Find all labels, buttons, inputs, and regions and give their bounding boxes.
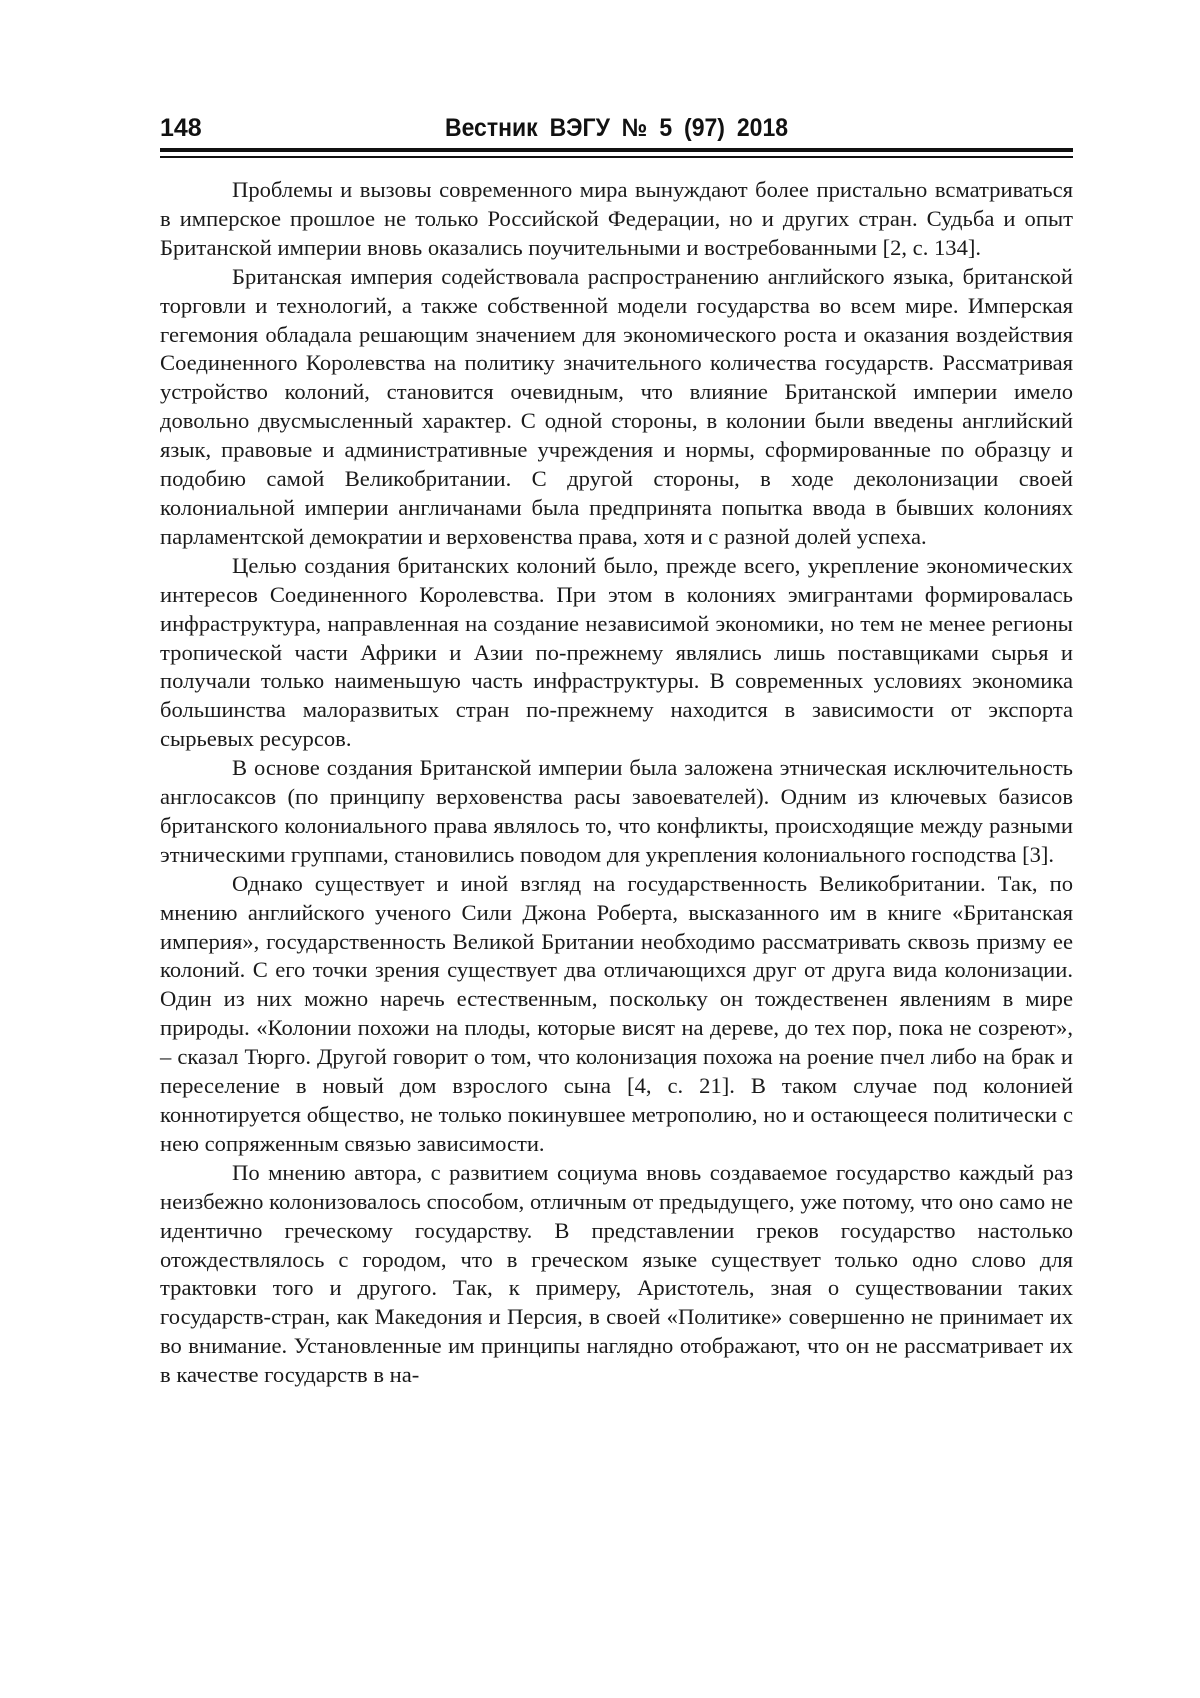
paragraph: Проблемы и вызовы современного мира вынуждают более пристально всматриваться в имперское прошлое не только Российской Федерации, но и других стран. Судьба и опыт Британской империи вновь оказались поучительными и востребованными [2, с. 134]. <box>160 177 1073 260</box>
running-head <box>160 112 1073 146</box>
header-rule-thick <box>160 148 1073 152</box>
header-rule-thin <box>160 156 1073 158</box>
article-body <box>160 176 1073 1390</box>
paragraph: Британская империя содействовала распространению английского языка, британской торговли и технологий, а также собственной модели государства во всем мире. Имперская гегемония обладала решающим значением для экономического роста и оказания воздействия Соединенного Королевства на политику значительного количества государств. Рассматривая устройство колоний, становится очевидным, что влияние Британской империи имело довольно двусмысленный характер. С одной стороны, в колонии были введены английский язык, правовые и административные учреждения и нормы, сформированные по образцу и подобию самой Великобритании. С другой стороны, в ходе деколонизации своей колониальной империи англичанами была предпринята попытка ввода в бывших колониях парламентской демократии и верховенства права, хотя и с разной долей успеха. <box>160 263 1073 549</box>
paragraph: В основе создания Британской империи была заложена этническая исключительность англосаксов (по принципу верховенства расы завоевателей). Одним из ключевых базисов британского колониального права являлось то, что конфликты, происходящие между разными этническими группами, становились поводом для укрепления колониального господства [3]. <box>160 755 1073 867</box>
journal-page <box>160 112 1073 1388</box>
paragraph: Целью создания британских колоний было, прежде всего, укрепление экономических интересов Соединенного Королевства. При этом в колониях эмигрантами формировалась инфраструктура, направленная на создание независимой экономики, но тем не менее регионы тропической части Африки и Азии по-прежнему являлись лишь поставщиками сырья и получали только наименьшую часть инфраструктуры. В современных условиях экономика большинства малоразвитых стран по-прежнему находится в зависимости от экспорта сырьевых ресурсов. <box>160 552 1073 752</box>
journal-title: Вестник ВЭГУ № 5 (97) 2018 <box>444 114 789 142</box>
page-number: 148 <box>160 114 202 142</box>
paragraph: Однако существует и иной взгляд на государственность Великобритании. Так, по мнению английского ученого Сили Джона Роберта, высказанного им в книге «Британская империя», государственность Великой Британии необходимо рассматривать сквозь призму ее колоний. С его точки зрения существует два отличающихся друг от друга вида колонизации. Один из них можно наречь естественным, поскольку он тождественен явлениям в мире природы. «Колонии похожи на плоды, которые висят на дереве, до тех пор, пока не созреют», – сказал Тюрго. Другой говорит о том, что колонизация похожа на роение пчел либо на брак и переселение в новый дом взрослого сына [4, с. 21]. В таком случае под колонией коннотируется общество, не только покинувшее метрополию, но и остающееся политически с нею сопряженным связью зависимости. <box>160 870 1073 1156</box>
paragraph: По мнению автора, с развитием социума вновь создаваемое государство каждый раз неизбежно колонизовалось способом, отличным от предыдущего, уже потому, что оно само не идентично греческому государству. В представлении греков государство настолько отождествлялось с городом, что в греческом языке существует только одно слово для трактовки того и другого. Так, к примеру, Аристотель, зная о существовании таких государств-стран, как Македония и Персия, в своей «Политике» совершенно не принимает их во внимание. Установленные им принципы наглядно отображают, что он не рассматривает их в качестве государств в на- <box>160 1159 1073 1388</box>
